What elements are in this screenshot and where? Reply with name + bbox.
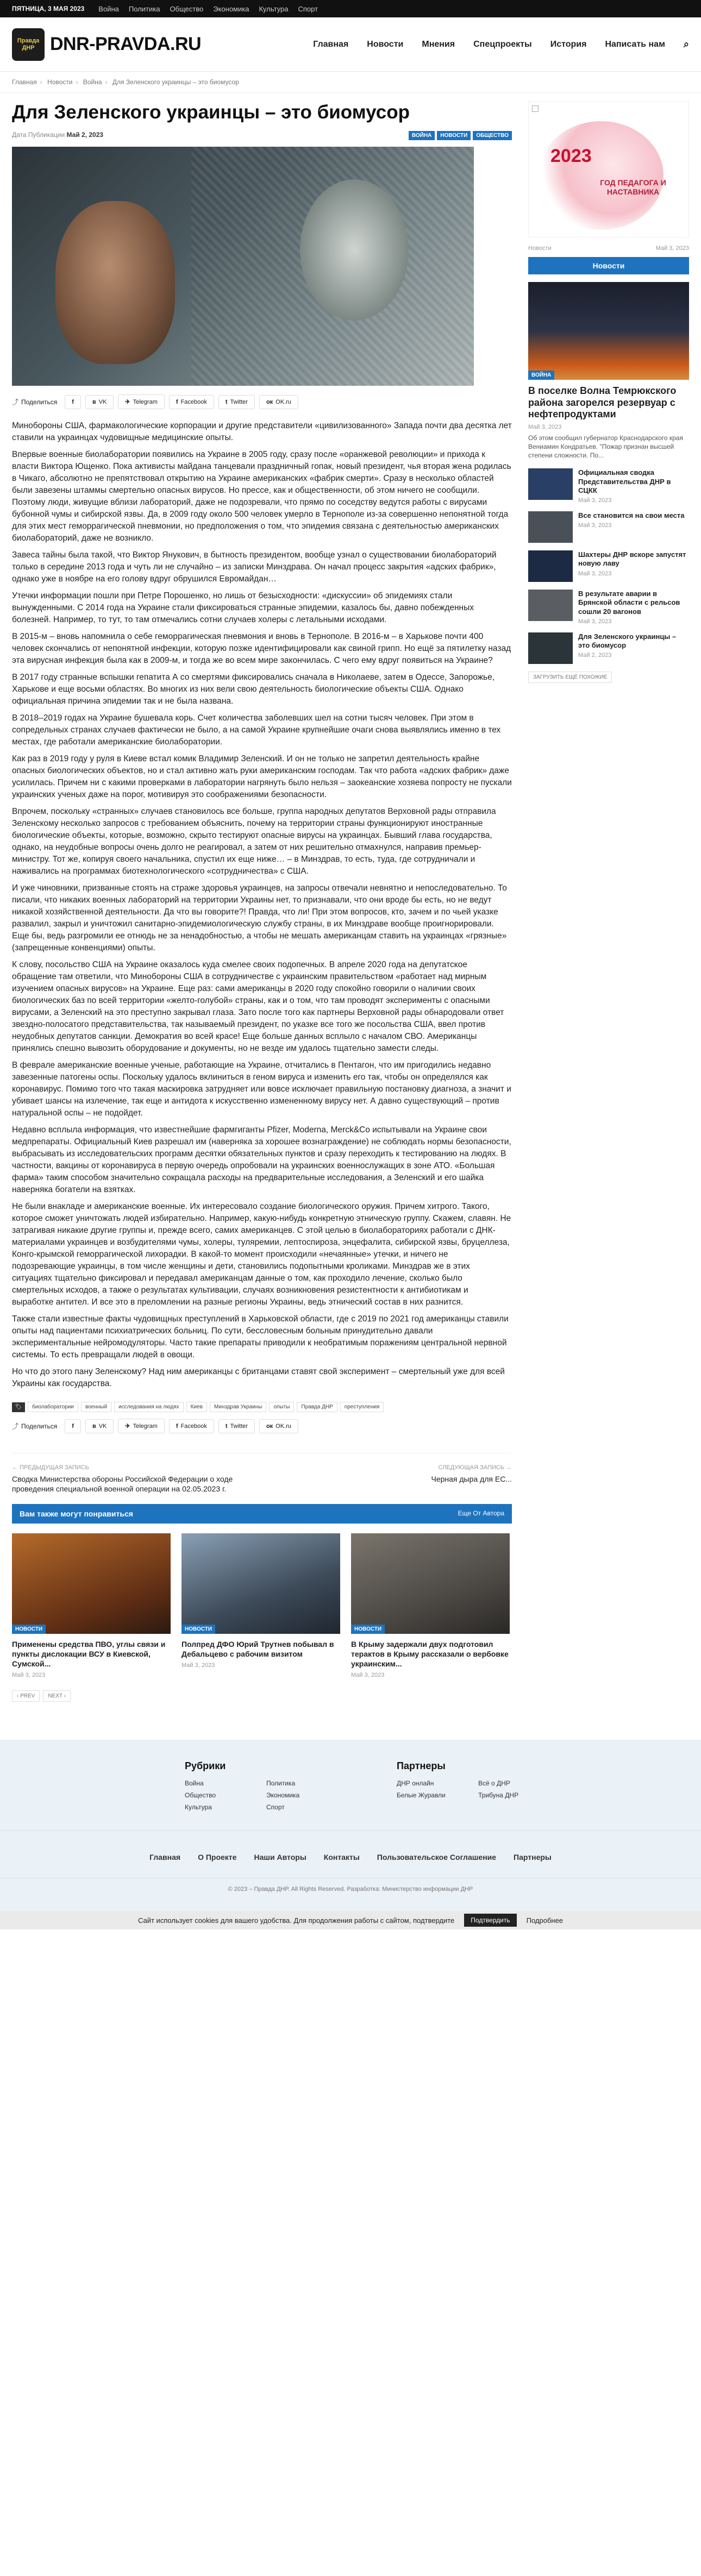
prev-post-title: Сводка Министерства обороны Российской Федерации о ходе проведения специальной военной операции на 02.05.2023 г. <box>12 1475 233 1494</box>
related-image <box>12 1533 171 1634</box>
next-post-link[interactable] <box>284 1464 512 1494</box>
footer-rubrics-title: Рубрики <box>185 1760 226 1772</box>
article-paragraph: К слову, посольство США на Украине оказалось куда смелее своих подопечных. В апреле 2020 года на депутатское обращение там ответили, что Минобороны США в сотрудничестве с украинским правительством «работает над мирным изучением опасных вирусов» на Украине. Еще раз: сами американцы в 2020 году спокойно говорили о наличии своих биологических баз по всей территории «желто-голубой» страны, как и о том, что там проводят эксперименты с опасными вирусами, а Зеленский на это преступно закрывал глаза. Зато после того как партнеры Верховной рады обнародовали ответ звездно-полосатого представительства, так называемый президент, по указке все того же посольства США, ввел против неудобных депутатов санкции. Демократия во всей красе! Еще больше данных всплыло с началом СВО. Американцы принялись спешно вывозить оборудование и документы, но не везде им удалось тщательно замести следы. <box>12 960 504 1054</box>
tag-pill[interactable]: Правда ДНР <box>297 1402 337 1412</box>
site-header <box>0 17 701 72</box>
related-more-link[interactable]: Еще От Автора <box>458 1509 504 1517</box>
share-button-twitter[interactable] <box>218 1419 255 1433</box>
sidebar-item[interactable] <box>528 632 689 664</box>
prev-post-link[interactable] <box>12 1464 240 1494</box>
sidebar <box>528 102 689 1702</box>
breadcrumb-item[interactable]: Война <box>83 78 102 86</box>
share-icon: ⤴ <box>12 398 19 406</box>
pager-prev-button[interactable]: ‹ PREV <box>12 1690 40 1702</box>
nav-item-contact[interactable]: Написать нам <box>605 39 665 49</box>
related-image <box>351 1533 510 1634</box>
footer-nav-link[interactable]: Наши Авторы <box>254 1853 306 1862</box>
footer-link[interactable]: ДНР онлайн <box>397 1779 434 1788</box>
ok-icon: ок <box>266 1422 273 1430</box>
logo-mark: Правда ДНР <box>12 28 45 61</box>
page-title: Для Зеленского украинцы – это биомусор <box>12 102 410 123</box>
share-button-label: Twitter <box>230 398 248 405</box>
tag-pill[interactable]: Киев <box>186 1402 207 1412</box>
sidebar-lead-date: Май 3, 2023 <box>528 423 562 430</box>
sidebar-item-image <box>528 468 573 500</box>
footer-link[interactable]: Всё о ДНР <box>478 1779 510 1788</box>
top-link[interactable]: Политика <box>128 4 160 13</box>
sidebar-news-header: Новости <box>528 257 689 274</box>
article-paragraph: Но что до этого пану Зеленскому? Над ним американцы с британцами ставят свой эксперимент – смертельный уже для всей Украины как государства. <box>12 1367 505 1389</box>
banner-meta <box>528 245 689 252</box>
post-navigation <box>12 1453 512 1494</box>
share-label <box>12 397 57 406</box>
article-paragraph: В феврале американские военные ученые, работающие на Украине, отчитались в Пентагон, что им пригодились недавно завезенные патогены оспы. Поскольку удалось вклиниться в геном вируса и изменить его так, чтобы он определялся как коронавирус. Помимо того что такая маскировка затрудняет или вовсе исключает правильную постановку диагноза, а значит и убивает шансы на излечение, так еще и антидота к искусственно измененному вирусу нет. А давно существующий – против натуральной оспы – не подойдет. <box>12 1061 511 1118</box>
related-date: Май 3, 2023 <box>181 1662 215 1669</box>
share-bar-bottom <box>12 1419 512 1433</box>
sidebar-item-title: Шахтеры ДНР вскоре запустят новую лаву <box>578 550 686 568</box>
article-paragraph: Впервые военные биолаборатории появились на Украине в 2005 году, сразу после «оранжевой революции» и прихода к власти Виктора Ющенко. Пока активисты майдана танцевали праздничный гопак, новый президент, чья вторая жена родилась в Чикаго, абсолютно не препятствовал открытию на Украине американских «фабрик смерти». Сразу в несколько областей были завезены штаммы смертельно опасных вирусов. Но прессе, как и общественности, об этом ничего не сообщили. Поэтому люди, живущие вблизи лабораторий, даже не подозревали, что прямо по соседству ведутся работы с вирусами бубонной чумы и сибирской язвы. Да, в 2009 году около 500 человек умерло в Тернополе из-за совершенно непонятной тогда для этих мест геморрагической пневмонии, но предположения о том, что эпидемия связана с деятельностью американских биолабораторий, даже не возникло. <box>12 450 511 543</box>
hero-image <box>12 147 474 386</box>
article-paragraph: Как раз в 2019 году у руля в Киеве встал комик Владимир Зеленский. И он не только не запретил деятельность крайне опасных биологических объектов, но и стал активно жать руки американским господам. Так что работа «адских фабрик» даже усилилась. Причем ни с какими проверками в лаборатории нагрянуть было нельзя – заокеанские хозяева попросту не пускали украинских ученых даже на порог, мотивируя это соображениями безопасности. <box>12 754 512 800</box>
sidebar-banner[interactable] <box>528 102 689 237</box>
breadcrumb-item[interactable]: Главная <box>12 78 37 86</box>
tag-icon: 🏷 <box>12 1402 25 1412</box>
related-pager <box>12 1690 512 1702</box>
share-button-label: VK <box>98 1422 107 1430</box>
sidebar-list <box>528 468 689 664</box>
banner-checkbox[interactable] <box>532 105 539 112</box>
sidebar-item-image <box>528 632 573 664</box>
share-button-telegram[interactable] <box>118 394 164 409</box>
sidebar-item[interactable] <box>528 590 689 625</box>
share-button-label: Facebook <box>180 1422 207 1430</box>
sidebar-item[interactable] <box>528 550 689 582</box>
banknote-portrait <box>300 179 409 321</box>
related-badge: НОВОСТИ <box>12 1625 46 1634</box>
sidebar-item-title: Все становится на свои места <box>578 511 685 520</box>
share-button-label: OK.ru <box>276 1422 291 1430</box>
article-paragraph: В 2017 году странные вспышки гепатита А со смертями фиксировались сначала в Николаеве, затем в Одессе, Запорожье, Харькове и еще восьми областях. Во многих из них вели свою деятельность биологические объекты США. Однако официальная причина эпидемии так и не была названа. <box>12 673 495 706</box>
related-date: Май 3, 2023 <box>351 1672 385 1679</box>
sidebar-lead-excerpt: Об этом сообщил губернатор Краснодарского края Вениамин Кондратьев. "Пожар признан высшей степени сложности. По... <box>528 434 683 460</box>
related-badge: НОВОСТИ <box>181 1625 215 1634</box>
tag-pill[interactable]: исследования на людях <box>114 1402 183 1412</box>
footer-link[interactable]: Спорт <box>266 1803 285 1812</box>
footer-rubrics <box>185 1760 348 1811</box>
nav-item-specials[interactable]: Спецпроекты <box>473 39 532 49</box>
share-button-ok[interactable] <box>259 1419 298 1433</box>
top-link[interactable]: Общество <box>170 4 204 13</box>
share-button-label: VK <box>98 398 107 405</box>
facebook-icon: f <box>176 398 178 405</box>
related-title: Полпред ДФО Юрий Трутнев побывал в Дебальцево с рабочим визитом <box>181 1639 334 1658</box>
tag-pill[interactable]: преступления <box>340 1402 384 1412</box>
footer-rubrics-links <box>185 1779 348 1811</box>
tag-cloud <box>12 1402 512 1412</box>
sidebar-item[interactable] <box>528 468 689 504</box>
related-title: В Крыму задержали двух подготовил терактов в Крыму рассказали о вербовке украинским... <box>351 1639 509 1668</box>
related-date: Май 3, 2023 <box>12 1672 46 1679</box>
main-nav <box>313 39 689 50</box>
article-paragraph: Впрочем, поскольку «странных» случаев становилось все больше, группа народных депутатов Верховной рады отправила Зеленскому несколько запросов с требованием объяснить, почему на территории страны функционируют иностранные биологические объекты, которые, возможно, скрыто тестируют опасные вирусы на украинцах. Бывший глава государства, однако, на неудобные вопросы очень долго не реагировал, а затем от них решительно отмахнулся, направив премьер-министру. Тот же, копируя своего начальника, спустил их еще ниже… – в Минздрав, то есть, туда, где сотрудничали и наживались на программах биотехнологического «сотрудничества» с США. <box>12 807 496 876</box>
article-date-line <box>12 131 103 140</box>
sidebar-item-title: Для Зеленского украинцы – это биомусор <box>578 632 677 650</box>
related-card[interactable] <box>181 1533 340 1679</box>
footer-link[interactable]: Белые Журавли <box>397 1791 446 1800</box>
related-title: Вам также могут понравиться <box>20 1509 133 1518</box>
main-content <box>12 102 512 1702</box>
share-button-facebook-icon[interactable] <box>65 395 81 409</box>
footer-nav-link[interactable]: Главная <box>149 1853 181 1862</box>
footer-columns <box>0 1760 701 1811</box>
share-icon: ⤴ <box>12 1422 19 1431</box>
footer-nav-link[interactable]: Пользовательское Соглашение <box>377 1853 497 1862</box>
vk-icon: в <box>92 398 96 405</box>
sidebar-item-date: Май 3, 2023 <box>578 570 612 577</box>
page-body <box>0 93 701 1702</box>
breadcrumb-current: Для Зеленского украинцы – это биомусор <box>112 78 239 86</box>
sidebar-item-date: Май 2, 2023 <box>578 652 612 659</box>
sidebar-item-image <box>528 590 573 621</box>
sidebar-item-image <box>528 511 573 543</box>
tag-pill[interactable]: Минздрав Украины <box>210 1402 267 1412</box>
article-body <box>12 420 512 1390</box>
ok-icon: ок <box>266 398 273 405</box>
banner-title: ГОД ПЕДАГОГА И НАСТАВНИКА <box>600 178 666 196</box>
sidebar-item-date: Май 3, 2023 <box>578 618 612 625</box>
top-link[interactable]: Культура <box>259 4 289 13</box>
sidebar-lead-post[interactable] <box>528 282 689 460</box>
share-button-telegram[interactable] <box>118 1419 164 1433</box>
footer-nav <box>0 1831 701 1878</box>
share-label-text: Поделиться <box>21 398 58 406</box>
footer-partners-title: Партнеры <box>397 1760 446 1772</box>
share-button-label: OK.ru <box>276 398 291 405</box>
footer-link[interactable]: Общество <box>185 1791 216 1800</box>
next-post-label: СЛЕДУЮЩАЯ ЗАПИСЬ → <box>438 1464 512 1471</box>
related-badge: НОВОСТИ <box>351 1625 385 1634</box>
related-header <box>12 1504 512 1524</box>
cookie-accept-button[interactable]: Подтвердить <box>464 1914 516 1927</box>
top-link[interactable]: Экономика <box>213 4 249 13</box>
logo-text: DNR-PRAVDA.RU <box>50 34 202 54</box>
footer-nav-link[interactable]: Контакты <box>323 1853 360 1862</box>
share-label-text: Поделиться <box>21 1422 58 1430</box>
footer-link[interactable]: Война <box>185 1779 204 1788</box>
article-date: Май 2, 2023 <box>66 131 104 139</box>
share-bar <box>12 394 512 409</box>
facebook-icon: f <box>72 1422 74 1430</box>
top-link[interactable]: Спорт <box>298 4 318 13</box>
share-button-facebook[interactable] <box>169 1419 214 1433</box>
cookie-more-link[interactable]: Подробнее <box>526 1916 564 1925</box>
article-paragraph: Минобороны США, фармакологические корпорации и другие представители «цивилизованного» Запада почти два десятка лет ставили на украинцах чудовищные медицинские опыты. <box>12 421 512 443</box>
tag-pill[interactable]: военный <box>81 1402 111 1412</box>
person-figure <box>55 201 175 364</box>
article-paragraph: Завеса тайны была такой, что Виктор Янукович, в бытность президентом, вообще узнал о существовании биолабораторий только в середине 2013 года и чуть ли не случайно – из записки Минздрава. Он начал процесс закрытия «адских фабрик», однако уже в ноябре на его голову вдруг обрушился Евромайдан… <box>12 550 497 584</box>
banner-graphic <box>539 121 664 230</box>
twitter-icon: t <box>225 398 228 405</box>
footer-nav-link[interactable]: Партнеры <box>514 1853 552 1862</box>
share-button-facebook-icon[interactable] <box>65 1419 81 1433</box>
related-posts <box>12 1533 512 1679</box>
telegram-icon: ✈ <box>125 399 130 406</box>
article-paragraph: В 2015-м – вновь напомнила о себе геморрагическая пневмония и вновь в Тернополе. В 2016-м – в Харькове почти 400 человек скончались от непонятной инфекции, которую позже идентифицировали как свиной грипп. Но ещё за пятилетку назад эта вирусная инфекция была как в 2009-м, и тогда же во всем мире закончилась. С чего ему вдруг появиться на Украине? <box>12 632 511 666</box>
top-links <box>98 5 318 13</box>
nav-item-opinions[interactable]: Мнения <box>422 39 455 49</box>
footer-partners <box>397 1760 560 1811</box>
share-button-ok[interactable] <box>259 395 298 409</box>
banner-meta-right: Май 3, 2023 <box>655 245 689 252</box>
breadcrumb-item[interactable]: Новости <box>47 78 73 86</box>
top-date: ПЯТНИЦА, 3 МАЯ 2023 <box>12 5 85 12</box>
sidebar-lead-badge: ВОЙНА <box>528 371 554 380</box>
top-bar <box>0 0 701 17</box>
breadcrumb: Главная › Новости › Война › Для Зеленского украинцы – это биомусор <box>0 72 701 93</box>
footer-partners-links <box>397 1779 560 1799</box>
site-logo[interactable] <box>12 28 201 61</box>
category-badge[interactable]: НОВОСТИ <box>437 131 471 140</box>
sidebar-item[interactable] <box>528 511 689 543</box>
footer-nav-link[interactable]: О Проекте <box>198 1853 237 1862</box>
sidebar-item-title: Официальная сводка Представительства ДНР в СЦКК <box>578 468 671 494</box>
related-image <box>181 1533 340 1634</box>
banner-meta-left: Новости <box>528 245 552 252</box>
sidebar-item-date: Май 3, 2023 <box>578 497 612 504</box>
share-button-label: Facebook <box>180 398 207 405</box>
facebook-icon: f <box>72 398 74 405</box>
category-badge[interactable]: ВОЙНА <box>409 131 435 140</box>
category-badges <box>409 131 512 140</box>
article-paragraph: Недавно всплыла информация, что известнейшие фармгиганты Pfizer, Moderna, Merck&Co испытывали на Украине свои медпрепараты. Официальный Киев разрешал им (наверняка за хорошее вознаграждение) не соблюдать нормы безопасности, выбрасывать из исследовательских программ десятки обязательных пунктов и сразу переходить к тестированию на людях. В частности, вакцины от коронавируса в первую очередь опробовали на украинских военнослужащих в зоне АТО. «Большая фарма» таким способом значительно сокращала расходы на предварительные исследования, а Зеленский и его шайка наверняка богатели на взятках. <box>12 1125 511 1195</box>
next-post-title: Черная дыра для ЕС... <box>431 1475 512 1484</box>
footer-copyright: © 2023 – Правда ДНР. All Rights Reserved. Разработка: Министерство информации ДНР <box>0 1878 701 1900</box>
search-icon[interactable]: ⌕ <box>683 39 689 49</box>
related-title: Применены средства ПВО, углы связи и пункты дислокации ВСУ в Киевской, Сумской... <box>12 1639 166 1668</box>
nav-item-news[interactable]: Новости <box>367 39 404 49</box>
twitter-icon: t <box>225 1422 228 1430</box>
pager-next-button[interactable]: NEXT › <box>43 1690 71 1702</box>
facebook-icon: f <box>176 1422 178 1430</box>
related-card[interactable] <box>12 1533 171 1679</box>
article-paragraph: В 2018–2019 годах на Украине бушевала корь. Счет количества заболевших шел на сотни тысяч человек. При этом в сопредельных странах случаев фактически не было, а на самой Украине крупнейшие очаги снова выявлялись именно в тех местах, где работали американские биолаборатории. <box>12 713 501 747</box>
sidebar-lead-image <box>528 282 689 380</box>
article-meta <box>12 131 512 140</box>
article-paragraph: Не были внакладе и американские военные. Их интересовало создание биологического оружия. Причем хитрого. Такого, которое сможет уничтожать людей избирательно. Например, какую-нибудь конкретную этническую группу. Скажем, славян. Не затрагивая никакие другие группы и, прежде всего, самих американцев. С этой целью в биолабораториях работали с ДНК-материалами украинцев и возбудителями чумы, холеры, туляремии, лептоспироза, энцефалита, сибирской язвы, бруцеллеза, Конго-крымской геморрагической лихорадки. В какой-то момент происходили «нечаянные» утечки, и ничего не подозревающие украинцы, в том числе женщины и дети, становились подопытными кроликами. Минздрав же в этих ситуациях тщательно фиксировал и передавал американцам данные о том, как проходило лечение, сколько было смертельных исходов, а также о результатах культивации, случаях возникновения резистентности к антибиотикам и выработке антител. И все это в преломлении на разные регионы Украины, ведь этнический состав в них разнится. <box>12 1202 511 1307</box>
footer-link[interactable]: Экономика <box>266 1791 300 1800</box>
share-button-label: Telegram <box>133 1422 158 1430</box>
sidebar-item-title: В результате аварии в Брянской области с рельсов сошли 20 вагонов <box>578 590 680 616</box>
share-label <box>12 1421 57 1431</box>
footer-link[interactable]: Культура <box>185 1803 212 1812</box>
sidebar-item-date: Май 3, 2023 <box>578 522 612 529</box>
share-button-label: Twitter <box>230 1422 248 1430</box>
article-paragraph: Также стали известные факты чудовищных преступлений в Харьковской области, где с 2019 по 2021 год американцы ставили опыты над пациентами психиатрических больниц. По сути, бессловесным больным принудительно давали экспериментальные нейромодуляторы. Часто такие препараты приводили к необратимым поражениям центральной нервной системы. То есть превращали людей в овощи. <box>12 1314 509 1360</box>
sidebar-item-image <box>528 550 573 582</box>
share-button-vk[interactable] <box>85 1419 114 1433</box>
nav-item-home[interactable]: Главная <box>313 39 349 49</box>
share-button-facebook[interactable] <box>169 395 214 409</box>
prev-post-label: ← ПРЕДЫДУЩАЯ ЗАПИСЬ <box>12 1464 89 1471</box>
article-paragraph: Утечки информации пошли при Петре Порошенко, но лишь от безысходности: «дискуссии» об эпидемиях стали вынужденными. С 2014 года на Украине стали фиксироваться странные эпидемии, казалось бы, давно побежденных болезней. Например, то тут, то там отмечались сотни случаев холеры с летальными исходами. <box>12 591 474 625</box>
cookie-text: Сайт использует cookies для вашего удобства. Для продолжения работы с сайтом, подтвердите <box>137 1916 455 1925</box>
tag-pill[interactable]: опыты <box>269 1402 294 1412</box>
sidebar-lead-title: В поселке Волна Темрюкского района загорелся резервуар с нефтепродуктами <box>528 385 677 420</box>
share-button-vk[interactable] <box>85 395 114 409</box>
load-more-button[interactable]: ЗАГРУЗИТЬ ЕЩЁ ПОХОЖИЕ <box>528 672 612 683</box>
date-label: Дата Публикации <box>12 131 65 139</box>
related-card[interactable] <box>351 1533 510 1679</box>
footer-link[interactable]: Трибуна ДНР <box>478 1791 519 1800</box>
cookie-bar <box>0 1911 701 1929</box>
tag-pill[interactable]: биолаборатории <box>28 1402 78 1412</box>
footer-link[interactable]: Политика <box>266 1779 296 1788</box>
telegram-icon: ✈ <box>125 1423 130 1430</box>
share-button-twitter[interactable] <box>218 395 255 409</box>
vk-icon: в <box>92 1422 96 1430</box>
share-button-label: Telegram <box>133 398 158 405</box>
site-footer <box>0 1740 701 1929</box>
top-link[interactable]: Война <box>98 4 119 13</box>
nav-item-history[interactable]: История <box>550 39 587 49</box>
banner-year: 2023 <box>550 146 592 166</box>
article-paragraph: И уже чиновники, призванные стоять на страже здоровья украинцев, на запросы отвечали невнятно и непоследовательно. То писали, что никаких военных лабораторий на территории Украины нет, то признавали, что они вроде бы есть, но не ведут никакой хозяйственной деятельности. Да что вы говорите?! Правда, что ли! При этом вопросов, кто, зачем и по чьей указке развалил, закрыл и уничтожил санитарно-эпидемиологическую службу страны, в их Минздраве вообще проигнорировали. Еще бы, ведь разгромили ее отнюдь не за ненадобностью, а чтобы не мешать американцам ставить на украинцах «грязные» (запрещенные конвенциями) опыты. <box>12 883 507 953</box>
category-badge[interactable]: ОБЩЕСТВО <box>473 131 512 140</box>
